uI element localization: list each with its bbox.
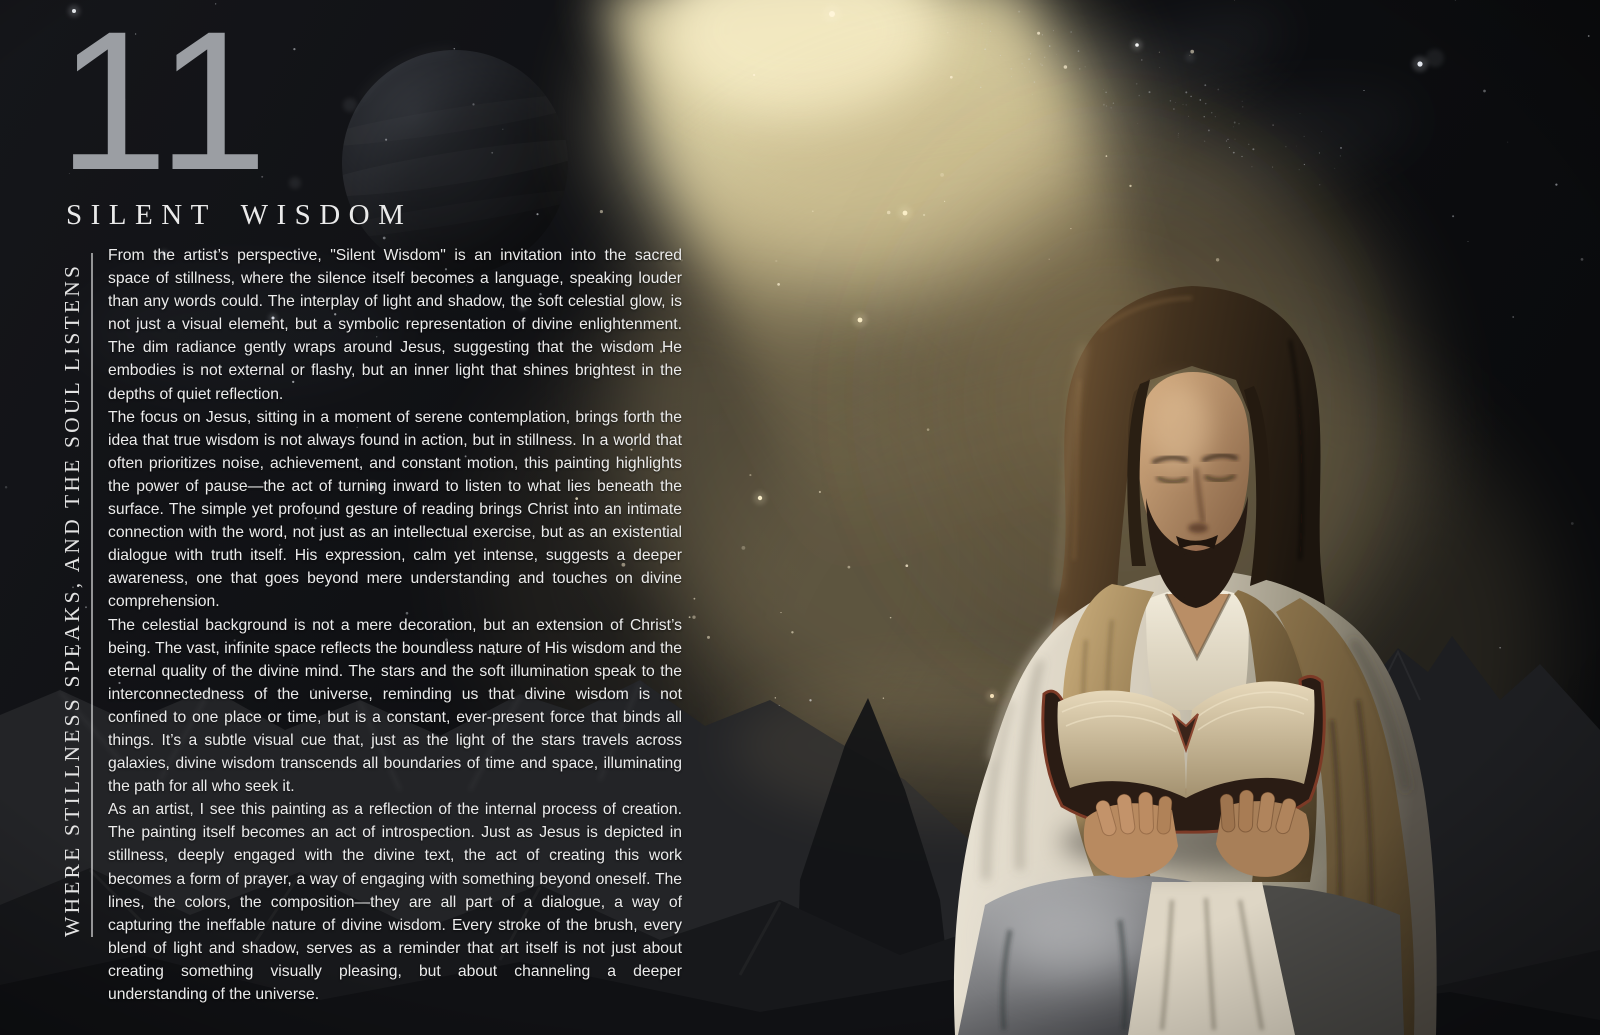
paragraph-1: From the artist’s perspective, "Silent Wisdom" is an invitation into the sacred space of stillness, where the silence itself becomes a language, speaking louder than any words could. The interplay of light and shadow, the soft celestial glow, is not just a visual element, but a symbolic representation of divine enlightenment. The dim radiance gently wraps around Jesus, suggesting that the wisdom He embodies is not external or flashy, but an inner light that shines brightest in the depths of quiet reflection. (108, 247, 682, 403)
paragraph-3: The celestial background is not a mere decoration, but an extension of Christ’s being. The vast, infinite space reflects the boundless nature of His wisdom and the eternal quality of the divine mind. The stars and the soft illumination speak to the interconnectedness of the universe, reminding us that divine wisdom is not confined to one place or time, but is a constant, ever-present force that binds all things. It’s a subtle visual cue that, just as the light of the stars travels across galaxies, divine wisdom transcends all boundaries of time and space, illuminating the path for all who seek it. (108, 616, 682, 796)
vertical-rule (91, 253, 93, 937)
paragraph-4: As an artist, I see this painting as a reflection of the internal process of creation. The painting itself becomes an act of introspection. Just as Jesus is depicted in stillness, deeply engaged with the divine text, the act of creating this work becomes a form of prayer, a way of engaging with something beyond oneself. The lines, the colors, the composition—they are all part of a dialogue, a way of capturing the ineffable nature of divine wisdom. Every stroke of the brush, every blend of light and shadow, serves as a reminder that art itself is not just about creating something visually pleasing, but about channeling a deeper understanding of the universe. (108, 801, 682, 1003)
chapter-title: SILENT WISDOM (66, 199, 413, 231)
paragraph-2: The focus on Jesus, sitting in a moment of serene contemplation, brings forth the idea that true wisdom is not always found in action, but in stillness. In a world that often prioritizes noise, achievement, and constant motion, this painting highlights the power of pause—the act of turning inward to listen to what lies beneath the surface. The simple yet profound gesture of reading brings Christ into an intimate connection with the word, not just as an intellectual exercise, but as an existential dialogue with truth itself. His expression, calm yet intense, suggests a deeper awareness, one that goes beyond mere understanding and touches on divine comprehension. (108, 408, 682, 611)
chapter-number: 11 (58, 0, 272, 211)
vertical-quote: WHERE STILLNESS SPEAKS, AND THE SOUL LISTENS (60, 262, 84, 937)
body-text (108, 244, 682, 1006)
